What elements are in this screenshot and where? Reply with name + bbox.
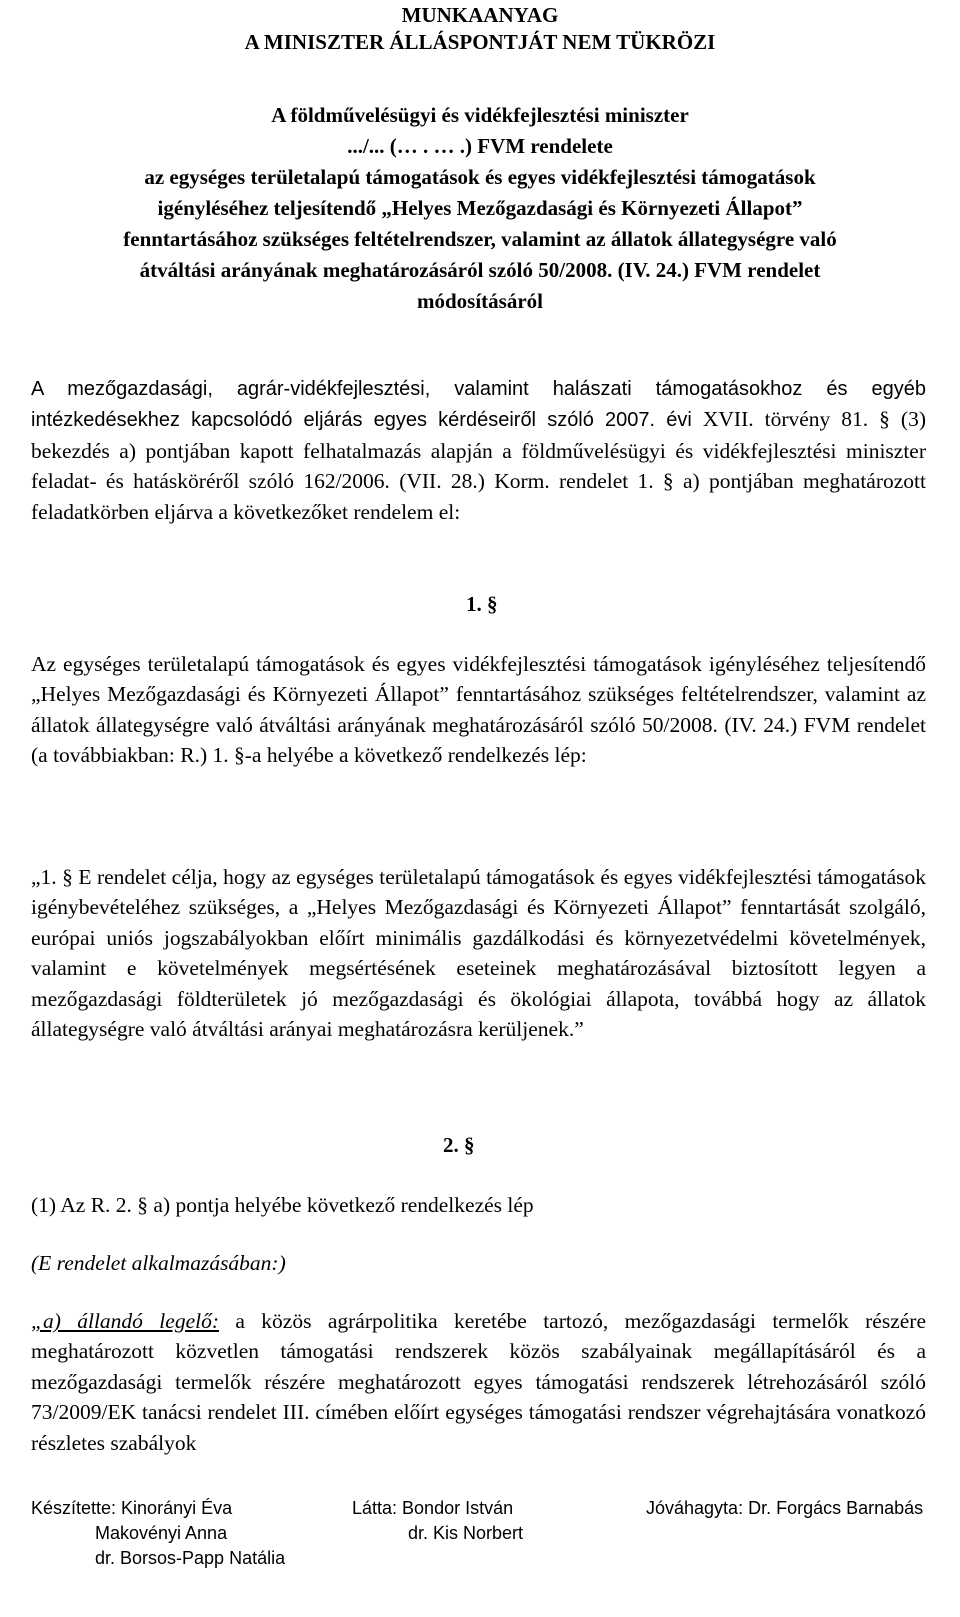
prepared-by-3: dr. Borsos-Papp Natália <box>95 1548 286 1568</box>
section-1-quote: „1. § E rendelet célja, hogy az egységes területalapú támogatások és egyes vidékfejlesztési támogatások igénybevételéhez szükséges, a „Helyes Mezőgazdasági és Környezeti Állapot” fenntartását szolgáló, európai uniós jogszabályokban előírt minimális gazdálkodási és környezetvédelmi követelmények, valamint e követelmények megsértésének eseteinek meghatározásával biztosított legyen a mezőgazdasági földterületek jó mezőgazdasági és ökológiai állapota, továbbá hogy az állatok állategységre való átváltási arányai meghatározásra kerüljenek.” <box>31 865 926 1042</box>
decree-title <box>20 100 940 317</box>
definition-term-label: „a) állandó legelő: <box>31 1309 219 1333</box>
seen-by-1: Látta: Bondor István <box>352 1498 514 1518</box>
prepared-by-2: Makovényi Anna <box>95 1523 228 1543</box>
footer-approved-by <box>646 1496 923 1521</box>
section-2-intro: (E rendelet alkalmazásában:) <box>31 1251 286 1275</box>
section-1-heading: 1. § <box>466 592 498 616</box>
title-line-2: .../... (… . … .) FVM rendelete <box>347 134 613 158</box>
section-1-text: Az egységes területalapú támogatások és egyes vidékfejlesztési támogatások igényléséhez teljesítendő „Helyes Mezőgazdasági és Környezeti Állapot” fenntartásához szükséges feltételrendszer, valamint az állatok állategységre való átváltási arányának meghatározásáról szóló 50/2008. (IV. 24.) FVM rendelet (a továbbiakban: R.) 1. §-a helyébe a következő rendelkezés lép: <box>31 652 926 768</box>
title-line-7: módosításáról <box>417 289 543 313</box>
approved-by: Jóváhagyta: Dr. Forgács Barnabás <box>646 1498 924 1518</box>
draft-header <box>0 2 960 56</box>
prepared-by-1: Készítette: Kinorányi Éva <box>31 1498 233 1518</box>
title-line-5: fenntartásához szükséges feltételrendszer, valamint az állatok állategységre való <box>123 227 837 251</box>
footer-seen-by <box>352 1496 523 1546</box>
preamble-part-1: A mezőgazdasági, agrár-vidékfejlesztési, valamint halászati támogatásokhoz és egyéb intézkedésekhez kapcsolódó eljárás egyes kérdéseiről szóló 2007. évi <box>31 378 926 432</box>
preamble-part-2: XVII. törvény 81. § (3) bekezdés a) pontjában kapott felhatalmazás alapján a földművelésügyi és vidékfejlesztési miniszter feladat- és hatásköréről szóló 162/2006. (VII. 28.) Korm. rendelet 1. § a) pontjában meghatározott feladatkörben eljárva a következőket rendelem el: <box>31 407 926 524</box>
section-2-para-1: (1) Az R. 2. § a) pontja helyébe következő rendelkezés lép <box>31 1193 534 1217</box>
definition-term <box>31 1309 219 1333</box>
section-2-definition <box>31 1306 926 1458</box>
title-line-6: átváltási arányának meghatározásáról szóló 50/2008. (IV. 24.) FVM rendelet <box>139 258 821 282</box>
draft-label: MUNKAANYAG <box>401 3 559 27</box>
section-2-heading: 2. § <box>443 1133 475 1157</box>
title-line-4: igényléséhez teljesítendő „Helyes Mezőgazdasági és Környezeti Állapot” <box>157 196 803 220</box>
preamble <box>31 373 926 527</box>
footer-prepared-by <box>31 1496 285 1571</box>
disclaimer-label: A MINISZTER ÁLLÁSPONTJÁT NEM TÜKRÖZI <box>244 30 716 54</box>
title-line-3: az egységes területalapú támogatások és egyes vidékfejlesztési támogatások <box>144 165 816 189</box>
definition-text: a közös agrárpolitika keretébe tartozó, mezőgazdasági termelők részére meghatározott közvetlen támogatási rendszerek közös szabályainak megállapításáról és a mezőgazdasági termelők részére meghatározott egyes támogatási rendszerek létrehozásáról szóló 73/2009/EK tanácsi rendelet III. címében előírt egységes támogatási rendszer végrehajtására vonatkozó részletes szabályok <box>31 1309 926 1455</box>
title-line-1: A földművelésügyi és vidékfejlesztési miniszter <box>271 103 689 127</box>
seen-by-2: dr. Kis Norbert <box>408 1523 524 1543</box>
